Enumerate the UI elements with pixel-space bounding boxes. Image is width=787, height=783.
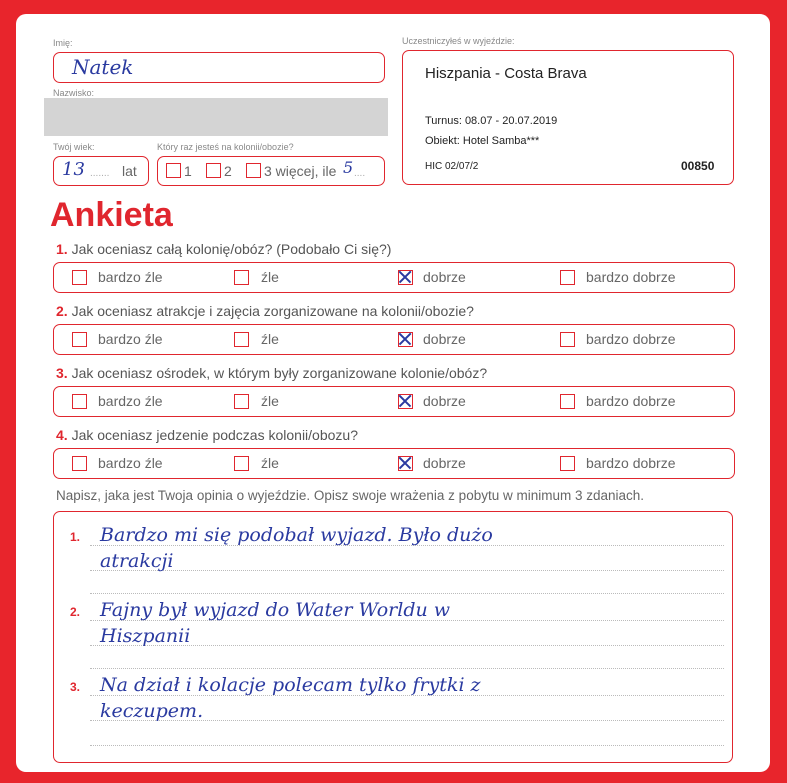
checkbox-q2-opt2[interactable] <box>234 332 249 347</box>
answer-line-2: atrakcji <box>100 550 174 572</box>
option-label: dobrze <box>423 455 466 471</box>
nazwisko-label: Nazwisko: <box>53 88 95 98</box>
checkbox-q2-opt3[interactable] <box>398 332 413 347</box>
option-label: bardzo dobrze <box>586 393 676 409</box>
trip-title: Hiszpania - Costa Brava <box>425 65 587 82</box>
option-label: źle <box>261 393 279 409</box>
option-label: bardzo dobrze <box>586 331 676 347</box>
option-label: bardzo źle <box>98 331 163 347</box>
opt1-label: 1 <box>184 163 192 179</box>
survey-sheet <box>16 14 770 772</box>
option-label: źle <box>261 455 279 471</box>
option-label: bardzo źle <box>98 455 163 471</box>
checkbox-q4-opt4[interactable] <box>560 456 575 471</box>
uczestnicz-label: Uczestniczyłeś w wyjeździe: <box>402 36 515 46</box>
checkbox-q3-opt3[interactable] <box>398 394 413 409</box>
opt3-label: 3 więcej, ile <box>264 163 337 179</box>
wiek-label: Twój wiek: <box>53 142 95 152</box>
checkbox-q2-opt1[interactable] <box>72 332 87 347</box>
opinion-prompt: Napisz, jaka jest Twoja opinia o wyjeździe. Opisz swoje wrażenia z pobytu w minimum 3 zdaniach. <box>56 488 645 503</box>
question-number: 3. <box>56 365 68 381</box>
checkbox-q3-opt2[interactable] <box>234 394 249 409</box>
option-label: bardzo dobrze <box>586 269 676 285</box>
checkbox-q4-opt1[interactable] <box>72 456 87 471</box>
checkbox-q1-opt4[interactable] <box>560 270 575 285</box>
checkbox-2[interactable] <box>206 163 221 178</box>
ile-dots: .... <box>354 168 366 179</box>
option-label: źle <box>261 269 279 285</box>
question-text: Jak oceniasz atrakcje i zajęcia zorganizowane na kolonii/obozie? <box>71 303 474 319</box>
option-label: dobrze <box>423 331 466 347</box>
writing-line <box>90 668 724 669</box>
question-3 <box>56 365 487 381</box>
imie-field[interactable] <box>53 52 385 83</box>
answer-number: 2. <box>70 605 81 619</box>
trip-info-box <box>402 50 734 185</box>
answer-line-2: keczupem. <box>100 700 204 722</box>
checkbox-q1-opt2[interactable] <box>234 270 249 285</box>
writing-line <box>90 745 724 746</box>
trip-code: HIC 02/07/2 <box>425 161 479 172</box>
option-label: dobrze <box>423 269 466 285</box>
obiekt: Obiekt: Hotel Samba*** <box>425 135 540 147</box>
page-title: Ankieta <box>50 196 173 234</box>
opt2-label: 2 <box>224 163 232 179</box>
writing-line <box>90 593 724 594</box>
question-text: Jak oceniasz ośrodek, w którym były zorganizowane kolonie/obóz? <box>71 365 488 381</box>
checkbox-q4-opt2[interactable] <box>234 456 249 471</box>
checkbox-q4-opt3[interactable] <box>398 456 413 471</box>
turnus: Turnus: 08.07 - 20.07.2019 <box>425 115 558 127</box>
option-label: bardzo źle <box>98 269 163 285</box>
question-number: 2. <box>56 303 68 319</box>
nazwisko-redacted <box>44 98 388 136</box>
wiek-unit: lat <box>122 163 137 179</box>
question-number: 4. <box>56 427 68 443</box>
form-number: 00850 <box>681 159 715 173</box>
question-text: Jak oceniasz jedzenie podczas kolonii/obozu? <box>71 427 358 443</box>
ktory-raz-field <box>157 156 385 186</box>
option-label: bardzo dobrze <box>586 455 676 471</box>
answer-line-1: Na dział i kolacje polecam tylko frytki z <box>100 674 481 696</box>
checkbox-q1-opt3[interactable] <box>398 270 413 285</box>
question-text: Jak oceniasz całą kolonię/obóz? (Podobało Ci się?) <box>71 241 392 257</box>
checkbox-q3-opt1[interactable] <box>72 394 87 409</box>
checkbox-3[interactable] <box>246 163 261 178</box>
answer-line-1: Fajny był wyjazd do Water Worldu w <box>100 599 451 621</box>
checkbox-q1-opt1[interactable] <box>72 270 87 285</box>
question-4 <box>56 427 358 443</box>
question-2 <box>56 303 474 319</box>
answer-number: 3. <box>70 680 81 694</box>
answer-number: 1. <box>70 530 81 544</box>
option-label: źle <box>261 331 279 347</box>
wiek-value: 13 <box>62 159 85 180</box>
wiek-field[interactable] <box>53 156 149 186</box>
ile-value: 5 <box>343 158 354 177</box>
option-label: bardzo źle <box>98 393 163 409</box>
ktory-raz-label: Który raz jesteś na kolonii/obozie? <box>157 142 294 152</box>
imie-label: Imię: <box>53 38 73 48</box>
checkbox-q3-opt4[interactable] <box>560 394 575 409</box>
imie-value: Natek <box>72 55 134 79</box>
checkbox-q2-opt4[interactable] <box>560 332 575 347</box>
writing-line <box>90 570 724 571</box>
answer-line-2: Hiszpanii <box>100 625 191 647</box>
question-number: 1. <box>56 241 68 257</box>
question-1 <box>56 241 391 257</box>
option-label: dobrze <box>423 393 466 409</box>
wiek-dots: ....... <box>90 168 110 179</box>
checkbox-1[interactable] <box>166 163 181 178</box>
answer-line-1: Bardzo mi się podobał wyjazd. Było dużo <box>100 524 493 546</box>
